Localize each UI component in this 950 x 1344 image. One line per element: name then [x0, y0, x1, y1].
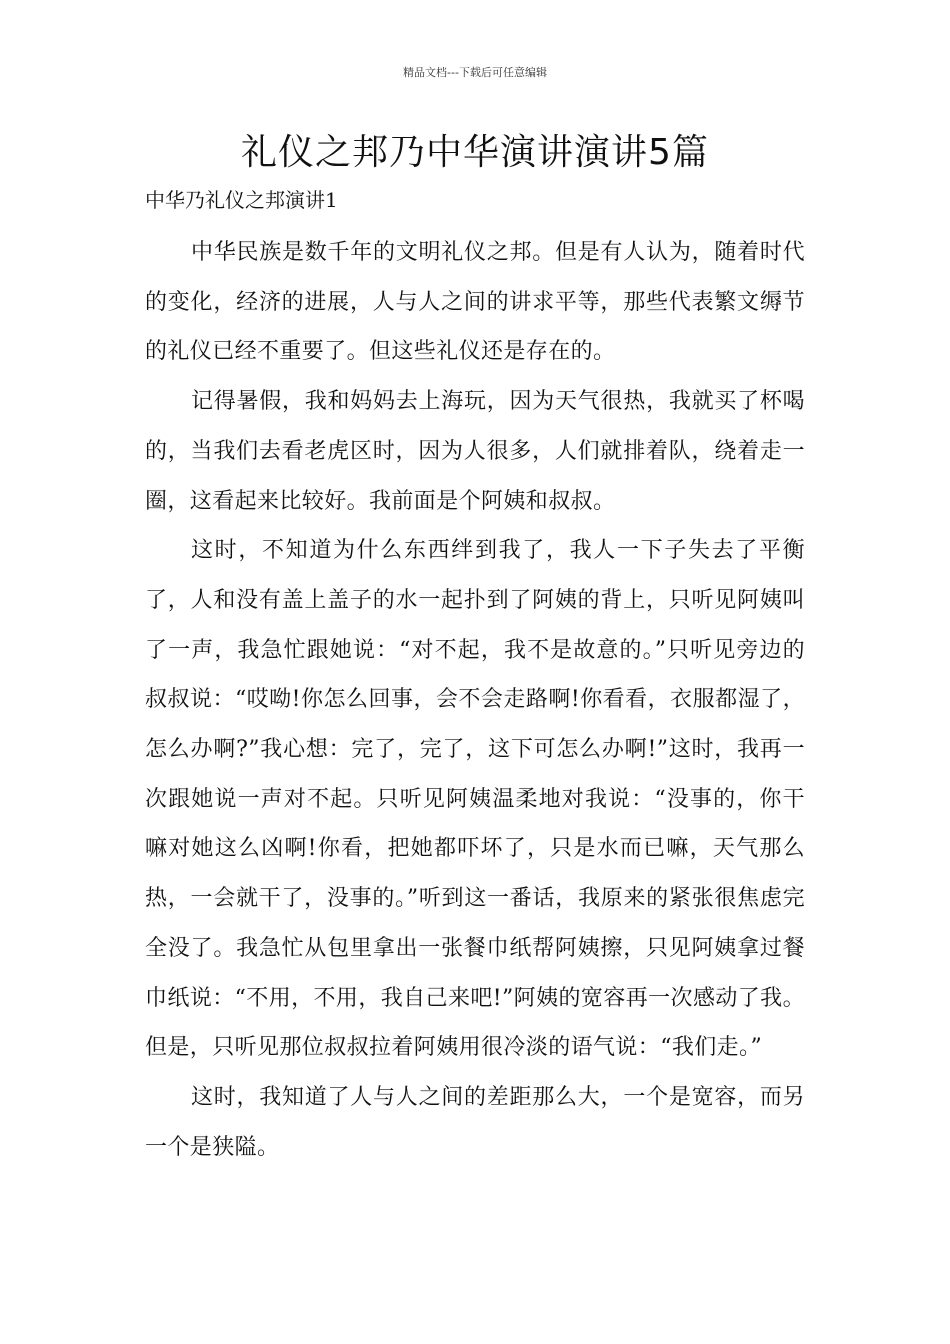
- body-paragraph: 记得暑假，我和妈妈去上海玩，因为天气很热，我就买了杯喝的，当我们去看老虎区时，因为人很多，人们就排着队，绕着走一圈，这看起来比较好。我前面是个阿姨和叔叔。: [145, 389, 805, 514]
- document-body: [145, 228, 805, 1172]
- document-subtitle: 中华乃礼仪之邦演讲1: [145, 188, 338, 212]
- page-header: 精品文档---下载后可任意编辑: [403, 66, 547, 79]
- body-paragraph: 这时，不知道为什么东西绊到我了，我人一下子失去了平衡了，人和没有盖上盖子的水一起扑到了阿姨的背上，只听见阿姨叫了一声，我急忙跟她说：“对不起，我不是故意的。”只听见旁边的叔叔说：“哎呦!你怎么回事，会不会走路啊!你看看，衣服都湿了，怎么办啊?”我心想：完了，完了，这下可怎么办啊!”这时，我再一次跟她说一声对不起。只听见阿姨温柔地对我说：“没事的，你干嘛对她这么凶啊!你看，把她都吓坏了，只是水而已嘛，天气那么热，一会就干了，没事的。”听到这一番话，我原来的紧张很焦虑完全没了。我急忙从包里拿出一张餐巾纸帮阿姨擦，只见阿姨拿过餐巾纸说：“不用，不用，我自己来吧!”阿姨的宽容再一次感动了我。但是，只听见那位叔叔拉着阿姨用很冷淡的语气说：“我们走。”: [145, 538, 805, 1061]
- body-paragraph: 这时，我知道了人与人之间的差距那么大，一个是宽容，而另一个是狭隘。: [145, 1084, 805, 1160]
- body-paragraph: 中华民族是数千年的文明礼仪之邦。但是有人认为，随着时代的变化，经济的进展，人与人之间的讲求平等，那些代表繁文缛节的礼仪已经不重要了。但这些礼仪还是存在的。: [145, 240, 805, 365]
- document-title: 礼仪之邦乃中华演讲演讲5篇: [241, 132, 709, 173]
